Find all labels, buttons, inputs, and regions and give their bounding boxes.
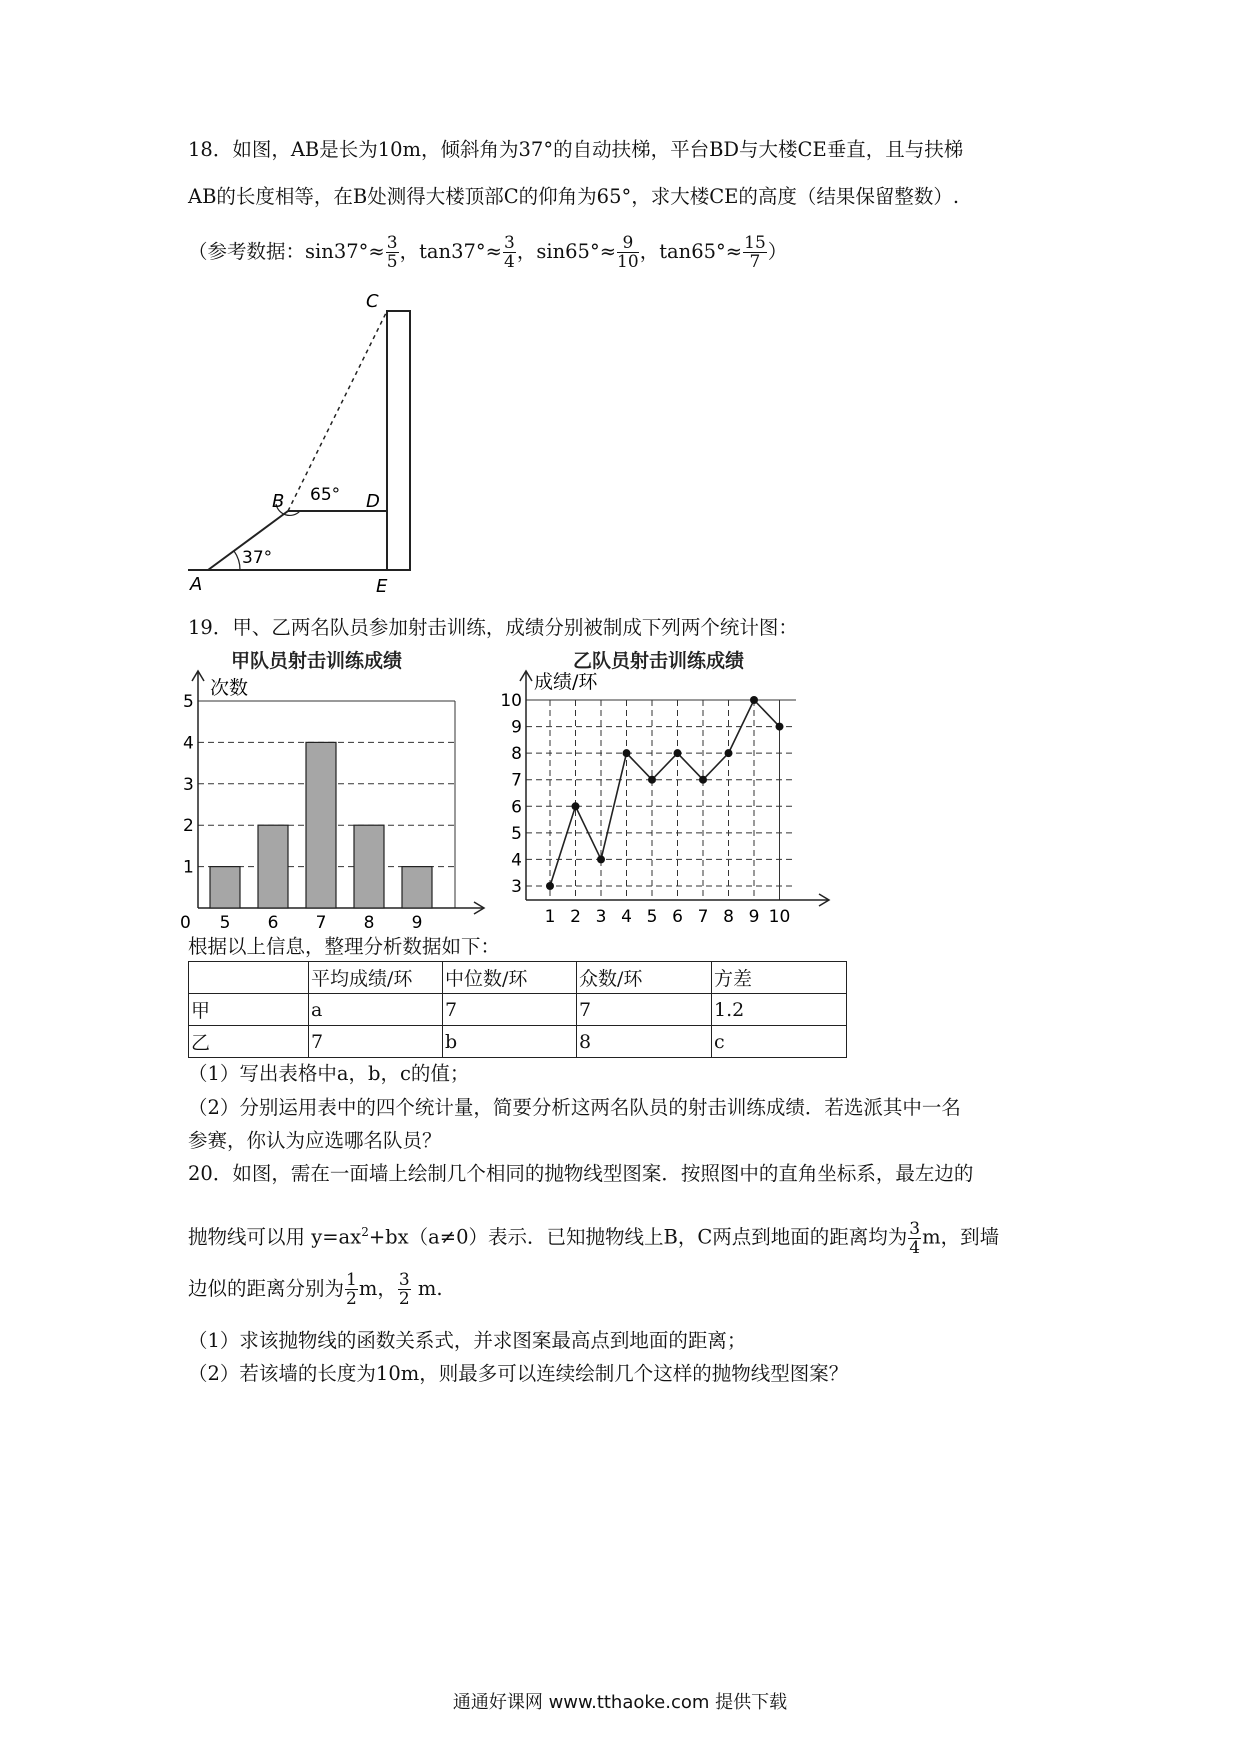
stats-table xyxy=(188,961,847,1058)
q20-line3: 边似的距离分别为 $\frac{1}{2}$ m， $\frac{3}{2}$ m. xyxy=(188,1270,443,1309)
x-tick-label: 7 xyxy=(315,913,327,933)
fraction-one-half: $\frac{1}{2}$ xyxy=(346,1270,357,1309)
q18-text-line2: AB的长度相等，在B处测得大楼顶部C的仰角为65°，求大楼CE的高度（结果保留整数）. xyxy=(188,185,960,208)
label-b: B xyxy=(272,491,285,512)
table-cell: 8 xyxy=(577,1026,712,1058)
table-cell: 乙 xyxy=(189,1026,309,1058)
table-header-cell: 中位数/环 xyxy=(443,962,577,994)
y-tick-label: 3 xyxy=(183,774,194,795)
x-tick-label: 3 xyxy=(595,907,607,927)
ref-prefix: （参考数据： xyxy=(188,240,306,263)
x-tick-label: 9 xyxy=(748,907,760,927)
table-header-cell: 众数/环 xyxy=(577,962,712,994)
q19-intro: 19．甲、乙两名队员参加射击训练，成绩分别被制成下列两个统计图： xyxy=(188,616,798,639)
bar-chart-title: 甲队员射击训练成绩 xyxy=(231,650,403,672)
y-tick-label: 8 xyxy=(511,744,522,765)
label-d: D xyxy=(366,491,380,512)
x-tick-label: 7 xyxy=(697,907,709,927)
table-header-cell: 方差 xyxy=(712,962,847,994)
y-tick-label: 3 xyxy=(511,877,522,897)
tan37-label: ，tan37°≈ xyxy=(399,240,502,263)
q20-line2: 抛物线可以用 $y=ax^2+bx(a\ne 0)$表示．已知抛物线上B，C两点到地面的距离均为 $\frac{3}{4}$ m，到墙 xyxy=(188,1218,1000,1258)
q20-sub2: （2）若该墙的长度为10m，则最多可以连续绘制几个这样的抛物线型图案？ xyxy=(188,1362,849,1385)
bar xyxy=(354,825,384,908)
table-cell: b xyxy=(443,1026,577,1058)
data-point xyxy=(623,749,631,757)
tan37-fraction: $\frac{3}{4}$ xyxy=(504,233,515,272)
y-tick-label: 4 xyxy=(183,733,194,754)
table-cell: 7 xyxy=(577,994,712,1026)
table-cell: 7 xyxy=(309,1026,443,1058)
data-point xyxy=(725,749,733,757)
table-cell: 1.2 xyxy=(712,994,847,1026)
x-tick-label: 8 xyxy=(723,907,734,927)
x-tick-label: 8 xyxy=(363,913,375,933)
bar-chart xyxy=(180,668,490,936)
x-tick-label: 5 xyxy=(646,907,658,927)
q19-sub2-line2: 参赛，你认为应选哪名队员？ xyxy=(188,1129,442,1152)
y-tick-label: 5 xyxy=(183,692,194,712)
x-tick-label: 4 xyxy=(621,907,632,927)
line-chart-title: 乙队员射击训练成绩 xyxy=(573,650,745,672)
y-tick-label: 2 xyxy=(183,816,194,837)
series-line xyxy=(550,700,780,886)
q19-sub1: （1）写出表格中a，b，c的值； xyxy=(188,1062,470,1085)
table-row xyxy=(189,994,847,1026)
angle-37-label: 37° xyxy=(242,548,273,568)
q18-reference-data xyxy=(188,230,787,274)
data-point xyxy=(674,749,682,757)
y-tick-label: 5 xyxy=(511,823,522,844)
data-point xyxy=(750,696,758,704)
y-tick-label: 1 xyxy=(183,857,194,878)
angle-65-label: 65° xyxy=(310,485,341,505)
building-rect xyxy=(387,311,410,570)
x-tick-label: 9 xyxy=(411,913,423,933)
y-tick-label: 9 xyxy=(511,717,522,738)
y-tick-label: 4 xyxy=(511,850,522,871)
data-point xyxy=(699,776,707,784)
q20-sub1: （1）求该抛物线的函数关系式，并求图案最高点到地面的距离； xyxy=(188,1329,747,1352)
table-cell: c xyxy=(712,1026,847,1058)
bar xyxy=(402,867,432,908)
escalator-figure xyxy=(180,285,440,600)
angle-arc-37 xyxy=(234,551,240,570)
tan65-label: ，tan65°≈ xyxy=(639,240,743,263)
q19-after-charts: 根据以上信息，整理分析数据如下： xyxy=(188,935,501,958)
data-point xyxy=(546,882,554,890)
bar xyxy=(258,825,288,908)
fraction-three-quarters: $\frac{3}{4}$ xyxy=(909,1218,921,1258)
x-tick-label: 5 xyxy=(219,913,231,933)
bar xyxy=(306,742,336,908)
x-tick-label: 1 xyxy=(544,907,556,927)
y-tick-label: 7 xyxy=(511,770,522,791)
x-tick-label: 2 xyxy=(570,907,581,927)
label-a: A xyxy=(190,574,203,595)
data-point xyxy=(776,723,784,731)
x-tick-label: 6 xyxy=(672,907,683,927)
line-chart xyxy=(498,668,838,936)
label-c: C xyxy=(366,291,379,312)
y-axis-label: 次数 xyxy=(210,677,249,699)
sin37-label: sin37°≈ xyxy=(305,240,385,263)
table-header-cell: 平均成绩/环 xyxy=(309,962,443,994)
table-row xyxy=(189,1026,847,1058)
bar xyxy=(210,867,240,908)
q18-text-line1: 18．如图，AB是长为10m，倾斜角为37°的自动扶梯，平台BD与大楼CE垂直，且与扶梯 xyxy=(188,138,964,161)
table-cell: 甲 xyxy=(189,994,309,1026)
sin65-label: ，sin65°≈ xyxy=(516,240,617,263)
sin65-fraction: $\frac{9}{10}$ xyxy=(617,233,639,272)
sight-line-bc xyxy=(288,311,387,511)
table-header-cell xyxy=(189,962,309,994)
table-cell: a xyxy=(309,994,443,1026)
y-tick-label: 0 xyxy=(180,913,191,933)
data-point xyxy=(648,776,656,784)
fraction-three-halves: $\frac{3}{2}$ xyxy=(398,1270,410,1309)
data-point xyxy=(597,855,605,863)
y-axis-label: 成绩/环 xyxy=(534,671,598,693)
y-tick-label: 10 xyxy=(500,691,522,711)
x-tick-label: 6 xyxy=(267,913,279,933)
q19-sub2-line1: （2）分别运用表中的四个统计量，简要分析这两名队员的射击训练成绩．若选派其中一名 xyxy=(188,1096,961,1119)
tan65-fraction: $\frac{15}{7}$ xyxy=(744,233,766,272)
footer: 通通好课网 www.tthaoke.com 提供下载 xyxy=(452,1692,788,1713)
y-tick-label: 6 xyxy=(511,797,522,818)
sin37-fraction: $\frac{3}{5}$ xyxy=(386,233,398,272)
table-header-row xyxy=(189,962,847,994)
x-tick-label: 10 xyxy=(768,907,791,927)
label-e: E xyxy=(376,576,388,597)
q20-line1: 20．如图，需在一面墙上绘制几个相同的抛物线型图案．按照图中的直角坐标系，最左边的 xyxy=(188,1162,974,1185)
data-point xyxy=(572,802,580,810)
ref-suffix: ） xyxy=(767,240,788,263)
table-cell: 7 xyxy=(443,994,577,1026)
